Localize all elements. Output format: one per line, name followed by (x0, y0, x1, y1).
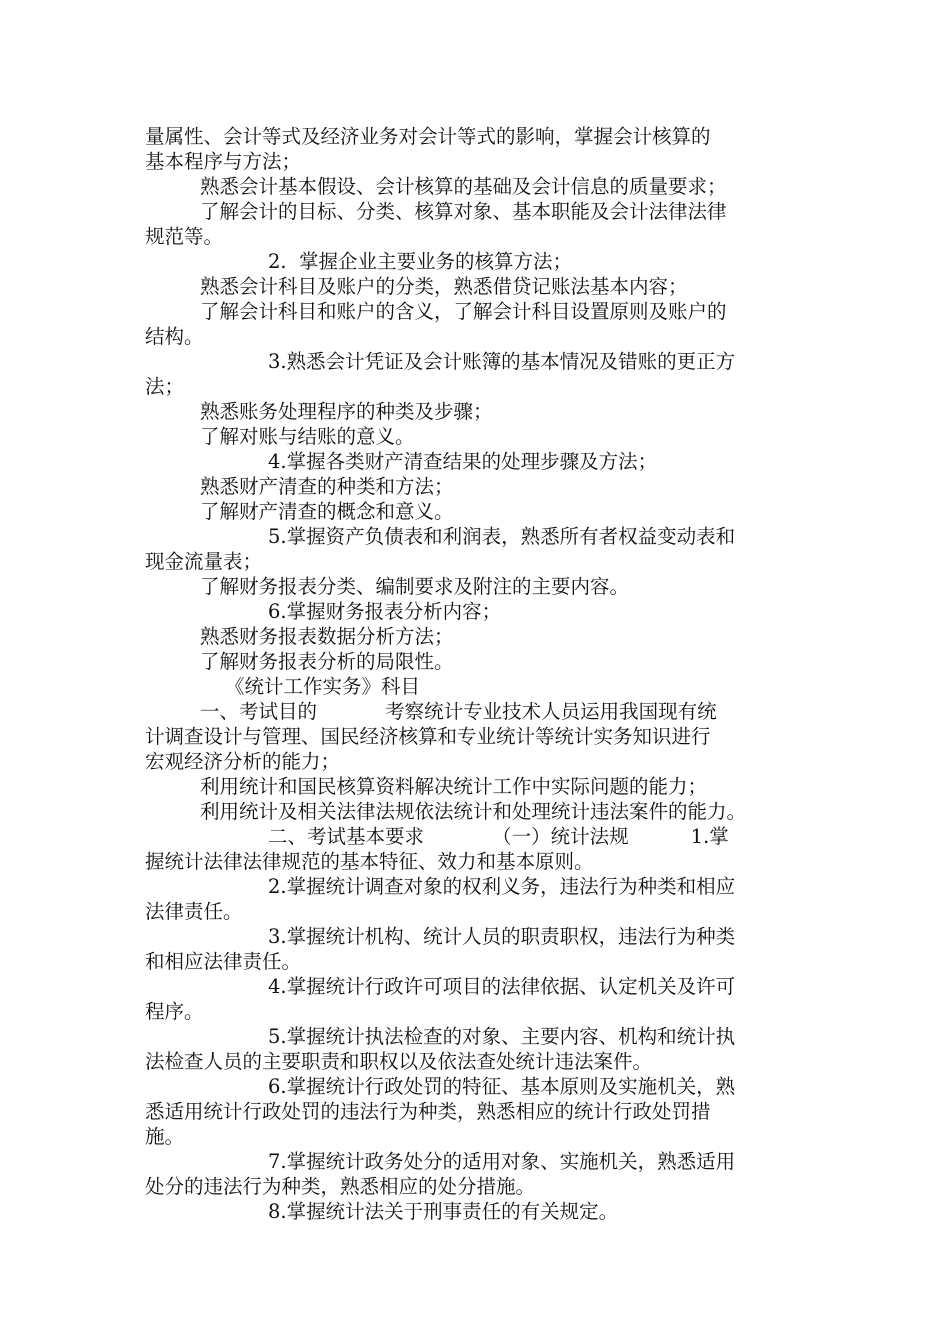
text-line: 2.掌握统计调查对象的权利义务，违法行为种类和相应 (268, 875, 736, 898)
text-line: 5.掌握统计执法检查的对象、主要内容、机构和统计执 (268, 1025, 736, 1048)
text-line: 7.掌握统计政务处分的适用对象、实施机关，熟悉适用 (268, 1150, 736, 1173)
text-line: 了解财务报表分类、编制要求及附注的主要内容。 (200, 575, 630, 598)
text-line: 5.掌握资产负债表和利润表，熟悉所有者权益变动表和 (268, 525, 736, 548)
text-line: 了解会计的目标、分类、核算对象、基本职能及会计法律法律 (200, 200, 727, 223)
text-line: 了解财产清查的概念和意义。 (200, 500, 454, 523)
text-line: 施。 (145, 1125, 185, 1148)
text-line: 3.掌握统计机构、统计人员的职责职权，违法行为种类 (268, 925, 736, 948)
text-line: 了解对账与结账的意义。 (200, 425, 415, 448)
text-line: 握统计法律法律规范的基本特征、效力和基本原则。 (145, 850, 594, 873)
text-line: 6.掌握财务报表分析内容； (268, 600, 502, 623)
text-line: 处分的违法行为种类，熟悉相应的处分措施。 (145, 1175, 536, 1198)
text-line: 3.熟悉会计凭证及会计账簿的基本情况及错账的更正方 (268, 350, 736, 373)
text-line: 熟悉财产清查的种类和方法； (200, 475, 454, 498)
text-line: 熟悉会计科目及账户的分类，熟悉借贷记账法基本内容； (200, 275, 688, 298)
text-line: 规范等。 (145, 225, 224, 248)
text-line: 了解财务报表分析的局限性。 (200, 650, 454, 673)
text-line: 4.掌握统计行政许可项目的法律依据、认定机关及许可 (268, 975, 736, 998)
text-line: 利用统计和国民核算资料解决统计工作中实际问题的能力； (200, 775, 708, 798)
text-line: 熟悉会计基本假设、会计核算的基础及会计信息的质量要求； (200, 175, 727, 198)
text-line: 熟悉财务报表数据分析方法； (200, 625, 454, 648)
text-line: 计调查设计与管理、国民经济核算和专业统计等统计实务知识进行 (145, 725, 711, 748)
text-line: 4.掌握各类财产清查结果的处理步骤及方法； (268, 450, 658, 473)
text-line: 一、考试目的 考察统计专业技术人员运用我国现有统 (200, 700, 717, 723)
text-line: 宏观经济分析的能力； (145, 750, 341, 773)
text-line: 6.掌握统计行政处罚的特征、基本原则及实施机关，熟 (268, 1075, 736, 1098)
text-line: 结构。 (145, 325, 204, 348)
text-line: 法； (145, 375, 185, 398)
text-line: 利用统计及相关法律法规依法统计和处理统计违法案件的能力。 (200, 800, 747, 823)
text-line: 法律责任。 (145, 900, 243, 923)
text-line: 2. 掌握企业主要业务的核算方法； (268, 250, 573, 273)
text-line: 和相应法律责任。 (145, 950, 302, 973)
text-line: 8.掌握统计法关于刑事责任的有关规定。 (268, 1200, 619, 1223)
text-line: 法检查人员的主要职责和职权以及依法查处统计违法案件。 (145, 1050, 653, 1073)
text-line: 了解会计科目和账户的含义，了解会计科目设置原则及账户的 (200, 300, 727, 323)
text-line: 量属性、会计等式及经济业务对会计等式的影响，掌握会计核算的 (145, 125, 711, 148)
text-line: 熟悉账务处理程序的种类及步骤； (200, 400, 493, 423)
text-line: 程序。 (145, 1000, 204, 1023)
section-heading: 《统计工作实务》科目 (225, 675, 421, 698)
text-line: 基本程序与方法； (145, 150, 302, 173)
text-line: 现金流量表； (145, 550, 263, 573)
text-line: 二、考试基本要求 （一）统计法规 1.掌 (268, 825, 729, 848)
text-line: 悉适用统计行政处罚的违法行为种类，熟悉相应的统计行政处罚措 (145, 1100, 711, 1123)
